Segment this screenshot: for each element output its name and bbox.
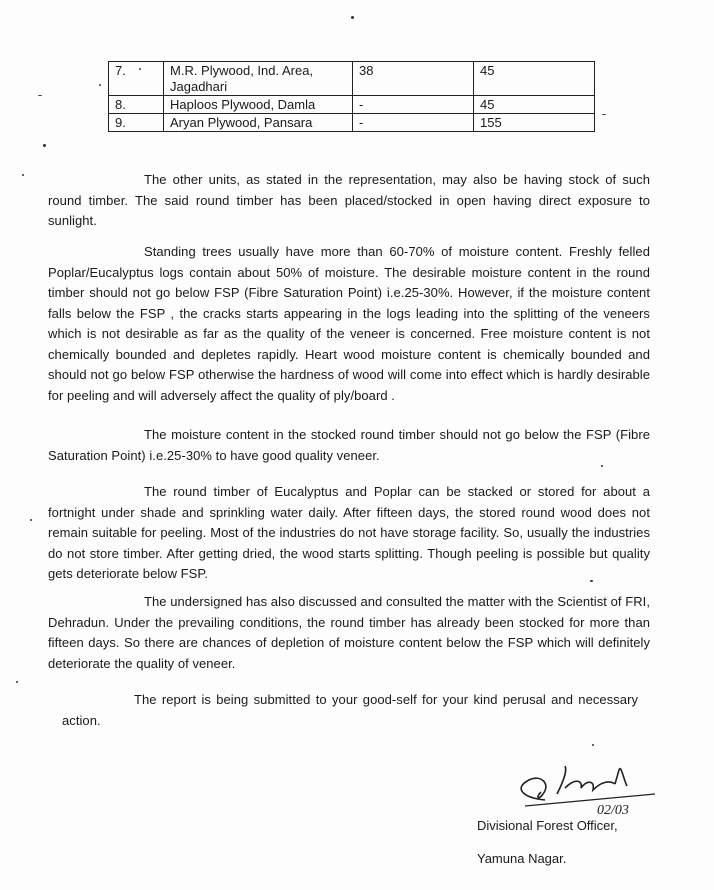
signatory-designation: Divisional Forest Officer, xyxy=(477,818,618,833)
scan-speck xyxy=(592,744,594,746)
paragraph-text: The round timber of Eucalyptus and Poplar can be stacked or stored for about a fortnight under shade and sprinkling water daily. After fifteen days, the stored round wood does not remain suitable for peeling. Most of the industries do not have storage facility. So, usually the industries do not store timber. After getting dried, the wood starts splitting. Though peeling is possible but quality gets deteriorate below FSP. xyxy=(48,484,650,581)
paragraph-storage xyxy=(48,482,650,585)
paragraph-fsp xyxy=(48,425,650,466)
signatory-place: Yamuna Nagar. xyxy=(477,851,567,866)
table-row xyxy=(109,62,595,96)
scan-speck xyxy=(22,174,24,176)
unit-name: Haploos Plywood, Damla xyxy=(164,96,353,114)
paragraph-moisture-content xyxy=(48,242,650,406)
scan-speck xyxy=(43,144,46,147)
scan-speck xyxy=(602,114,606,115)
value-cell-b: 45 xyxy=(474,96,595,114)
scan-speck xyxy=(99,84,101,86)
value-cell-b: 155 xyxy=(474,114,595,132)
table-row xyxy=(109,96,595,114)
table-row xyxy=(109,114,595,132)
signature-date: 02/03 xyxy=(597,803,629,818)
paragraph-text: The report is being submitted to your good-self for your kind perusal and necessary action. xyxy=(62,692,638,728)
paragraph-text: The undersigned has also discussed and consulted the matter with the Scientist of FRI, Dehradun. Under the prevailing conditions, the round timber has already been stocked for more than fifteen days. So there are chances of depletion of moisture content below the FSP which will definitely deteriorate the quality of veneer. xyxy=(48,594,650,671)
scan-speck xyxy=(351,16,354,19)
paragraph-text: Standing trees usually have more than 60-70% of moisture content. Freshly felled Poplar/Eucalyptus logs contain about 50% of moisture. The desirable moisture content in the round timber should not go below FSP (Fibre Saturation Point) i.e.25-30%. However, if the moisture content falls below the FSP , the cracks starts appearing in the logs leading into the splitting of the veneers which is not desirable as far as the quality of the veneer is concerned. Free moisture content is not chemically bounded and depletes rapidly. Heart wood moisture content is chemically bounded and should not go below FSP otherwise the hardness of wood will come into effect which is hardly desirable for peeling and will adversely affect the quality of ply/board . xyxy=(48,244,650,403)
value-cell-b: 45 xyxy=(474,62,595,96)
paragraph-submission xyxy=(62,690,638,731)
value-cell-a: 38 xyxy=(353,62,474,96)
units-table xyxy=(108,61,595,132)
paragraph-consultation xyxy=(48,592,650,674)
value-cell-a: - xyxy=(353,114,474,132)
scan-speck xyxy=(30,519,32,521)
row-number: 8. xyxy=(109,96,164,114)
paragraph-other-units xyxy=(48,170,650,232)
unit-name: Aryan Plywood, Pansara xyxy=(164,114,353,132)
unit-name: M.R. Plywood, Ind. Area, Jagadhari xyxy=(164,62,353,96)
row-number: 7. xyxy=(109,62,164,96)
row-number: 9. xyxy=(109,114,164,132)
scan-speck xyxy=(38,95,42,96)
value-cell-a: - xyxy=(353,96,474,114)
scan-speck xyxy=(16,681,18,683)
paragraph-text: The other units, as stated in the representation, may also be having stock of such round timber. The said round timber has been placed/stocked in open having direct exposure to sunlight. xyxy=(48,172,650,228)
paragraph-text: The moisture content in the stocked round timber should not go below the FSP (Fibre Saturation Point) i.e.25-30% to have good quality veneer. xyxy=(48,427,650,463)
